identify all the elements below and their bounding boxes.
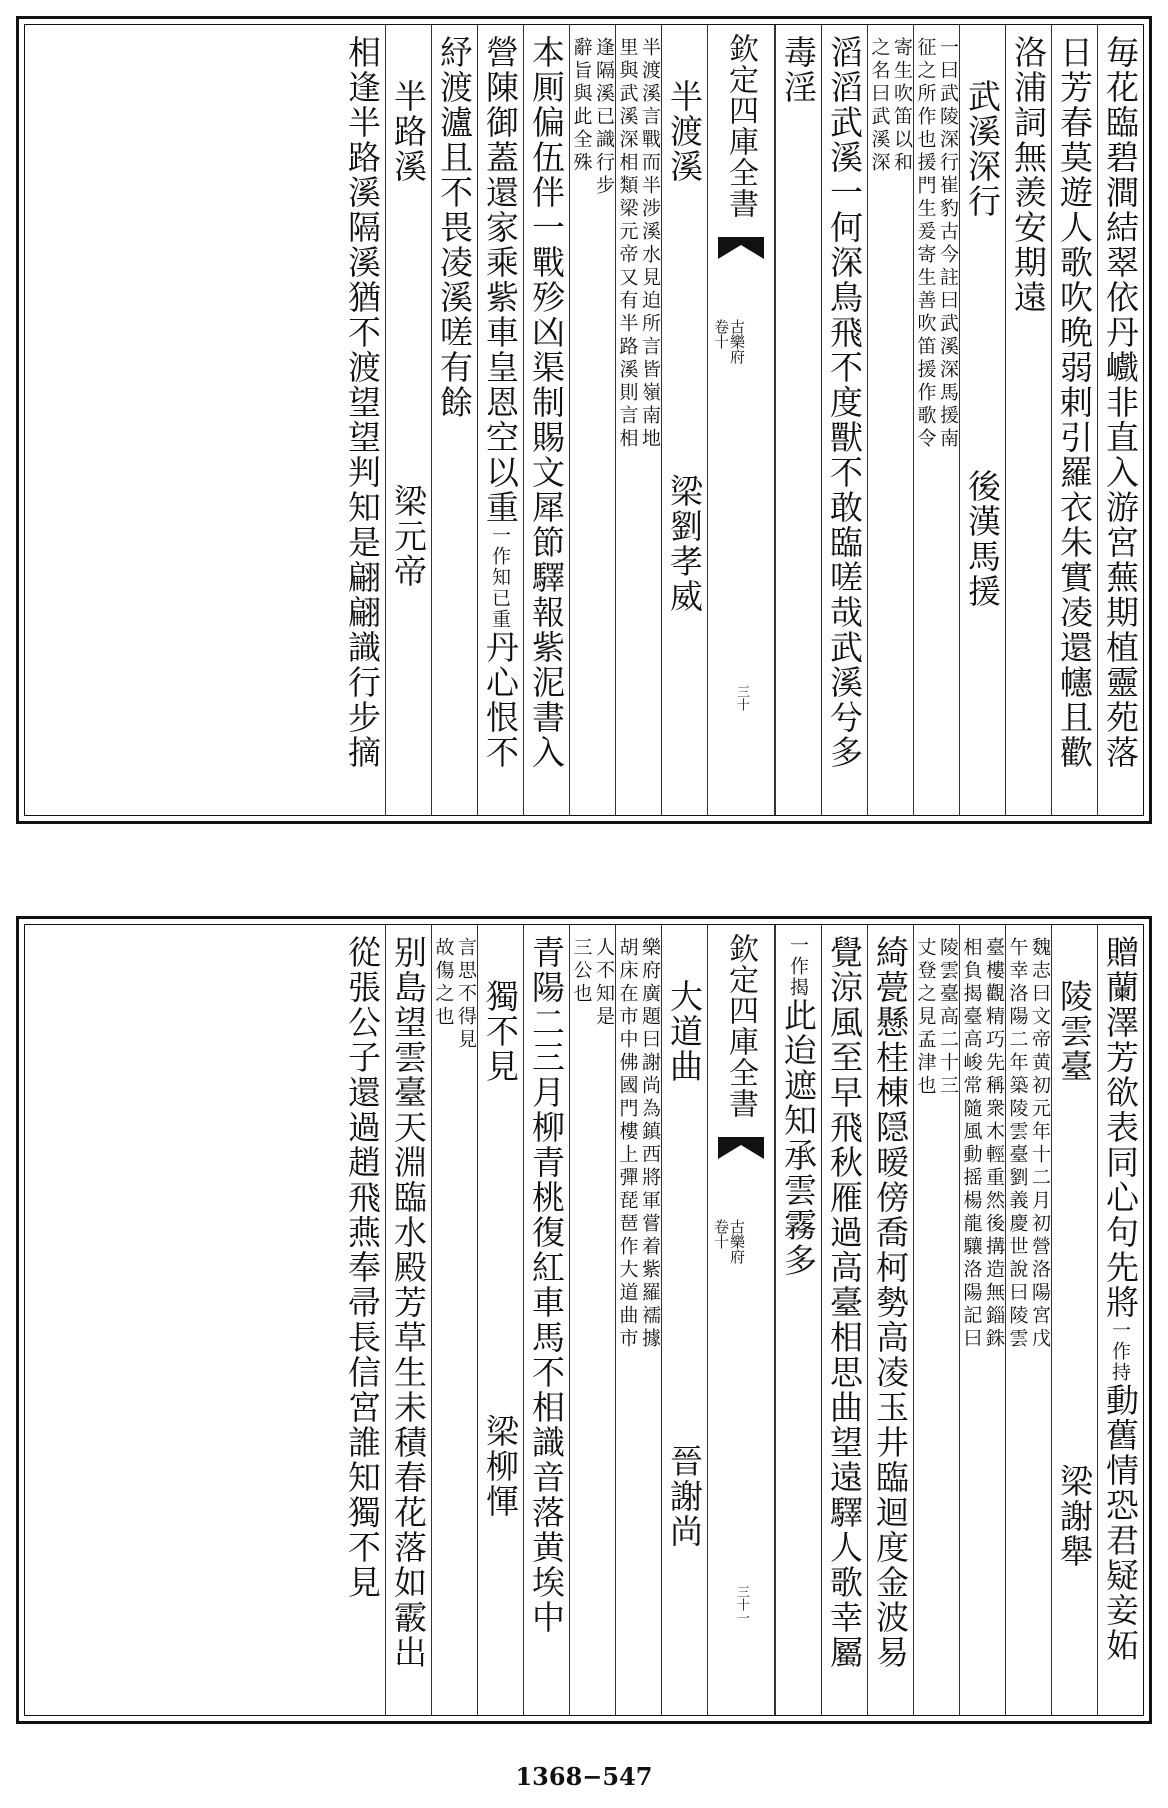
book-title: 欽定四庫全書 (723, 933, 758, 1119)
poem-title: 武溪深行 (963, 79, 1002, 219)
poem-title: 陵雲臺 (1055, 979, 1094, 1084)
poem-author: 梁劉孝威 (665, 474, 704, 614)
text-column: 别島望雲臺天淵臨水殿芳草生未積春花落如霰出 (385, 925, 431, 1715)
leaf-number: 三十 (734, 685, 749, 711)
volume-line: 古樂府 (728, 319, 746, 364)
inline-variant-note: 一作知已重 (489, 525, 511, 630)
column-text-tail: 動舊情恐君疑妾妬 (1101, 1383, 1140, 1663)
annotation-line: 相負揭臺高峻常隨風動摇楊龍驤洛陽記曰 (960, 937, 983, 1351)
annotation-column (867, 25, 913, 815)
page-reference: 1368−547 (515, 1762, 653, 1791)
volume-label (712, 319, 748, 364)
poem-author: 晉謝尚 (665, 1444, 704, 1549)
annotation-column (959, 925, 1005, 1715)
text-column (477, 25, 523, 815)
annotation-line: 丈登之見孟津也 (914, 937, 937, 1098)
poem-title: 獨不見 (481, 979, 520, 1084)
annotation-line: 三公也 (570, 937, 593, 1006)
annotation-line: 臺樓觀精巧先稱衆木輕重然後搆造無錙銖 (983, 937, 1005, 1351)
lower-page-columns (24, 924, 1144, 1716)
poem-heading-column (385, 25, 431, 815)
annotation-column (1005, 925, 1051, 1715)
text-column (775, 925, 821, 1715)
volume-line: 卷十 (712, 319, 730, 349)
annotation-line: 樂府廣題曰謝尚為鎮西將軍嘗着紫羅襦據 (639, 937, 661, 1351)
annotation-line: 胡床在市中佛國門樓上彈琵琶作大道曲市 (616, 937, 639, 1351)
poem-heading-column (1051, 925, 1097, 1715)
text-column: 毎花臨碧澗結翠依丹巇非直入游宮蕪期植靈苑落 (1097, 25, 1143, 815)
center-margin (707, 25, 775, 815)
text-column: 青陽二三月柳青桃復紅車馬不相識音落黄埃中 (523, 925, 569, 1715)
book-title: 欽定四庫全書 (723, 33, 758, 219)
inline-variant-note: 一作持 (1109, 1320, 1131, 1383)
upper-page-columns (24, 24, 1144, 816)
annotation-column (569, 25, 615, 815)
text-column: 從張公子還過趙飛燕奉帚長信宮誰知獨不見 (343, 935, 382, 1600)
text-column (1097, 925, 1143, 1715)
poem-author: 梁謝舉 (1055, 1464, 1094, 1569)
column-text-tail: 丹心恨不 (481, 630, 520, 770)
volume-line: 古樂府 (728, 1219, 746, 1264)
volume-line: 卷十 (712, 1219, 730, 1249)
annotation-column (569, 925, 615, 1715)
text-column: 綺甍懸桂棟隠暧傍喬柯勢高凌玉井臨迴度金波易 (867, 925, 913, 1715)
poem-title: 半渡溪 (665, 79, 704, 184)
annotation-line: 午幸洛陽二年築陵雲臺劉義慶世說曰陵雲 (1006, 937, 1029, 1351)
poem-heading-column (661, 25, 707, 815)
annotation-line: 里與武溪深相類梁元帝又有半路溪則言相 (616, 37, 639, 451)
annotation-line: 言思不得見 (455, 937, 477, 1052)
text-column: 滔滔武溪一何深鳥飛不度獸不敢臨嗟哉武溪兮多 (821, 25, 867, 815)
fishtail-mark (718, 237, 764, 259)
poem-title: 半路溪 (389, 79, 428, 184)
annotation-line: 故傷之也 (432, 937, 455, 1029)
text-column: 相逢半路溪隔溪猶不渡望望判知是翩翩識行步摘 (343, 35, 382, 770)
annotation-line: 一曰武陵深行崔豹古今註曰武溪深馬援南 (937, 37, 959, 451)
annotation-column (431, 925, 477, 1715)
inline-variant-note: 一作揭 (787, 935, 809, 998)
poem-heading-column (661, 925, 707, 1715)
column-text: 贈蘭澤芳欲表同心句先將 (1101, 935, 1140, 1320)
poem-title: 大道曲 (665, 979, 704, 1084)
leaf-number: 三十一 (734, 1585, 749, 1624)
annotation-line: 人不知是 (593, 937, 615, 1029)
annotation-line: 魏志曰文帝黄初元年十二月初營洛陽宮戊 (1029, 937, 1051, 1351)
fishtail-mark (718, 1137, 764, 1159)
annotation-line: 寄生吹笛以和 (891, 37, 913, 175)
annotation-column (913, 925, 959, 1715)
annotation-line: 之名曰武溪深 (868, 37, 891, 175)
lower-page (16, 916, 1152, 1724)
column-text-tail: 此迨遮知承雲霧多 (779, 998, 818, 1278)
text-column: 紓渡瀘且不畏凌溪嗟有餘 (431, 25, 477, 815)
volume-label (712, 1219, 748, 1264)
annotation-column (913, 25, 959, 815)
poem-author: 後漢馬援 (963, 469, 1002, 609)
annotation-column (615, 25, 661, 815)
text-column: 覺涼風至早飛秋雁過高臺相思曲望遠驛人歌幸屬 (821, 925, 867, 1715)
upper-page (16, 16, 1152, 824)
poem-author: 梁柳惲 (481, 1414, 520, 1519)
annotation-column (615, 925, 661, 1715)
poem-heading-column (477, 925, 523, 1715)
annotation-line: 逢隔溪已識行步 (593, 37, 615, 198)
poem-heading-column (959, 25, 1005, 815)
column-text: 營陳御蓋還家乘紫車皇恩空以重 (481, 35, 520, 525)
center-margin (707, 925, 775, 1715)
text-column: 洛浦詞無羨安期遠 (1005, 25, 1051, 815)
text-column: 日芳春莫遊人歌吹晩弱剌引羅衣朱實凌還幰且歡 (1051, 25, 1097, 815)
annotation-line: 半渡溪言戰而半涉溪水見迫所言皆嶺南地 (639, 37, 661, 451)
text-column: 毒淫 (775, 25, 821, 815)
annotation-line: 辭旨與此全殊 (570, 37, 593, 175)
text-column: 本厠偏伍伴一戰殄凶渠制賜文犀節驛報紫泥書入 (523, 25, 569, 815)
poem-author: 梁元帝 (389, 484, 428, 589)
annotation-line: 陵雲臺高二十三 (937, 937, 959, 1098)
annotation-line: 征之所作也援門生爰寄生善吹笛援作歌令 (914, 37, 937, 451)
